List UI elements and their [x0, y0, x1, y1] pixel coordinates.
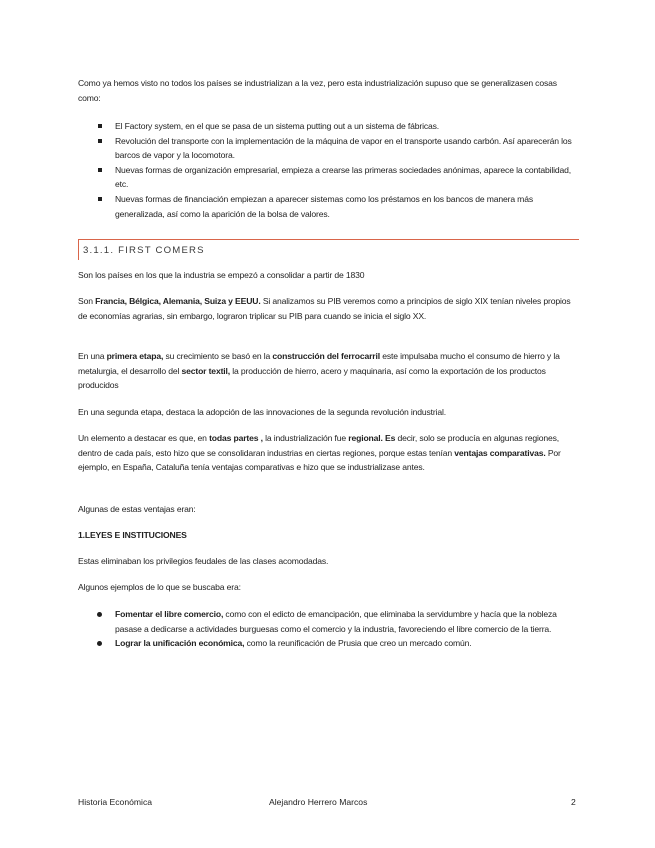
paragraph-1: Son los países en los que la industria se empezó a consolidar a partir de 1830	[78, 270, 365, 280]
subheading-text: 1.LEYES E INSTITUCIONES	[78, 530, 187, 540]
intro-paragraph: Como ya hemos visto no todos los países se industrializan a la vez, pero esta industrialización supuso que se generalizasen cosas como:	[78, 78, 557, 103]
examples-bullet-list	[78, 607, 578, 651]
list-item: El Factory system, en el que se pasa de un sistema putting out a un sistema de fábricas.	[78, 119, 578, 134]
list-item: Fomentar el libre comercio, como con el edicto de emancipación, que eliminaba la servidumbre y hacía que la nobleza pasase a dedicarse a actividades burguesas como el comercio y la industria, favoreciendo el libre comercio de la tierra.	[78, 607, 578, 636]
list-item: Nuevas formas de financiación empiezan a aparecer sistemas como los préstamos en los bancos de manera más generalizada, así como la aparición de la bolsa de valores.	[78, 192, 578, 221]
paragraph-5: Un elemento a destacar es que, en todas partes , la industrialización fue regional. Es decir, solo se producía en algunas regiones, dentro de cada país, esto hizo que se consolidaran industrias en ciertas regiones, porque estas tenían ventajas comparativas. Por ejemplo, en España, Cataluña tenía ventajas comparativas e hizo que se industrializase antes.	[78, 433, 561, 473]
list-item: Lograr la unificación económica, como la reunificación de Prusia que creo un mercado común.	[78, 636, 578, 651]
paragraph-7: Estas eliminaban los privilegios feudales de las clases acomodadas.	[78, 556, 329, 566]
countries-emphasis: Francia, Bélgica, Alemania, Suiza y EEUU.	[95, 296, 261, 306]
footer-author: Alejandro Herrero Marcos	[269, 797, 368, 807]
section-heading	[78, 239, 579, 260]
section-title: 3.1.1. FIRST COMERS	[83, 245, 205, 256]
paragraph-6: Algunas de estas ventajas eran:	[78, 504, 196, 514]
document-page	[78, 0, 580, 848]
footer-page-number: 2	[571, 797, 576, 807]
intro-block	[78, 76, 578, 105]
paragraph-3: En una primera etapa, su crecimiento se basó en la construcción del ferrocarril este impulsaba mucho el consumo de hierro y la metalurgia, el desarrollo del sector textil, la producción de hierro, acero y maquinaria, así como la exportación de los productos producidos	[78, 351, 560, 391]
footer-subject: Historia Económica	[78, 797, 153, 807]
subheading	[78, 528, 578, 543]
paragraph-4: En una segunda etapa, destaca la adopción de las innovaciones de la segunda revolución industrial.	[78, 407, 446, 417]
list-item: Revolución del transporte con la implementación de la máquina de vapor en el transporte usando carbón. Así aparecerán los barcos de vapor y la locomotora.	[78, 134, 578, 163]
list-item: Nuevas formas de organización empresarial, empieza a crearse las primeras sociedades anónimas, aparece la contabilidad, etc.	[78, 163, 578, 192]
paragraph-2: Son Francia, Bélgica, Alemania, Suiza y EEUU. Si analizamos su PIB veremos como a principios de siglo XIX tenían niveles propios de economías agrarias, sin embargo, lograron triplicar su PIB para cuando se inicia el siglo XX.	[78, 296, 571, 321]
intro-bullet-list	[78, 119, 578, 221]
paragraph-8: Algunos ejemplos de lo que se buscaba era:	[78, 582, 241, 592]
